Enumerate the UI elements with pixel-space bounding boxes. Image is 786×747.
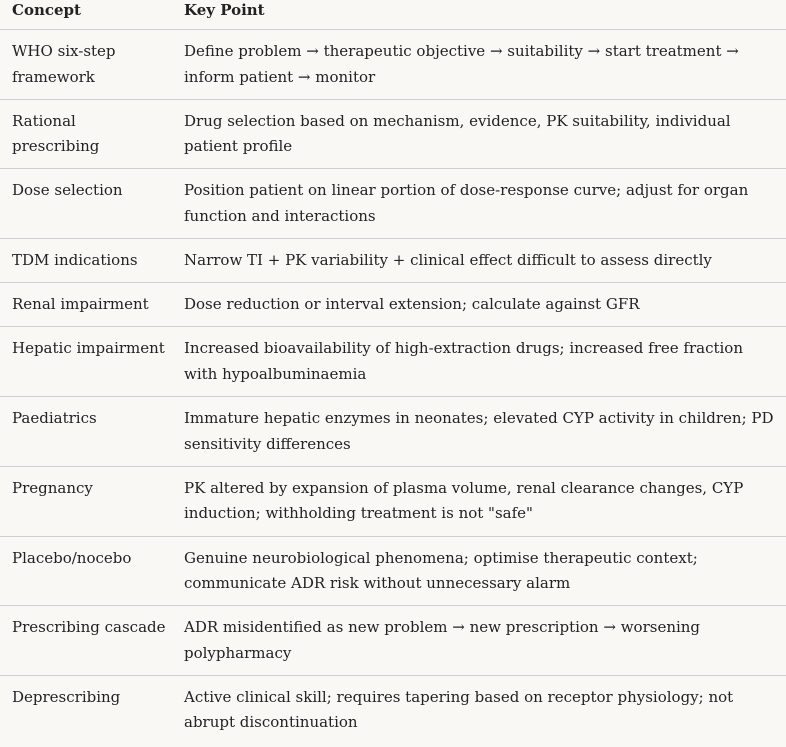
key-point-cell: Drug selection based on mechanism, evidence, PK suitability, individual patient profile	[172, 99, 786, 169]
key-point-cell: Active clinical skill; requires tapering based on receptor physiology; not abrupt discontinuation	[184, 687, 734, 732]
key-point-cell: Narrow TI + PK variability + clinical effect difficult to assess directly	[172, 239, 786, 283]
concept-cell: Paediatrics	[0, 397, 172, 467]
concept-cell: Placebo/nocebo	[0, 536, 172, 606]
table-row	[0, 99, 786, 169]
concept-cell: Hepatic impairment	[0, 327, 172, 397]
table-row	[0, 239, 786, 283]
key-point-cell: Dose reduction or interval extension; calculate against GFR	[172, 283, 786, 327]
key-point-cell: Define problem → therapeutic objective → suitability → start treatment → inform patient → monitor	[172, 30, 786, 100]
table-row	[0, 169, 786, 239]
concept-cell: Renal impairment	[0, 283, 172, 327]
key-point-cell: Genuine neurobiological phenomena; optimise therapeutic context; communicate ADR risk without unnecessary alarm	[172, 536, 786, 606]
key-point-cell: ADR misidentified as new problem → new prescription → worsening polypharmacy	[172, 606, 786, 676]
table-row	[0, 283, 786, 327]
table-row	[0, 397, 786, 467]
column-header-concept: Concept	[0, 0, 172, 30]
key-point-cell: Increased bioavailability of high-extraction drugs; increased free fraction with hypoalbuminaemia	[172, 327, 786, 397]
key-point-cell: Position patient on linear portion of dose-response curve; adjust for organ function and interactions	[172, 169, 786, 239]
concept-cell: WHO six-step framework	[0, 30, 172, 100]
concept-cell: Pregnancy	[0, 466, 172, 536]
table-row	[0, 675, 786, 745]
concept-cell: TDM indications	[0, 239, 172, 283]
key-point-cell: Immature hepatic enzymes in neonates; elevated CYP activity in children; PD sensitivity differences	[172, 397, 786, 467]
table-row	[0, 30, 786, 100]
concept-cell: Deprescribing	[12, 687, 121, 706]
concept-cell: Prescribing cascade	[0, 606, 172, 676]
table-row	[0, 606, 786, 676]
key-point-cell: PK altered by expansion of plasma volume, renal clearance changes, CYP induction; withholding treatment is not "safe"	[172, 466, 786, 536]
table-row	[0, 327, 786, 397]
concept-cell: Rational prescribing	[0, 99, 172, 169]
concept-cell: Dose selection	[0, 169, 172, 239]
column-header-key-point: Key Point	[172, 0, 786, 30]
table-header-row	[0, 0, 786, 30]
table-row	[0, 536, 786, 606]
table-row	[0, 466, 786, 536]
